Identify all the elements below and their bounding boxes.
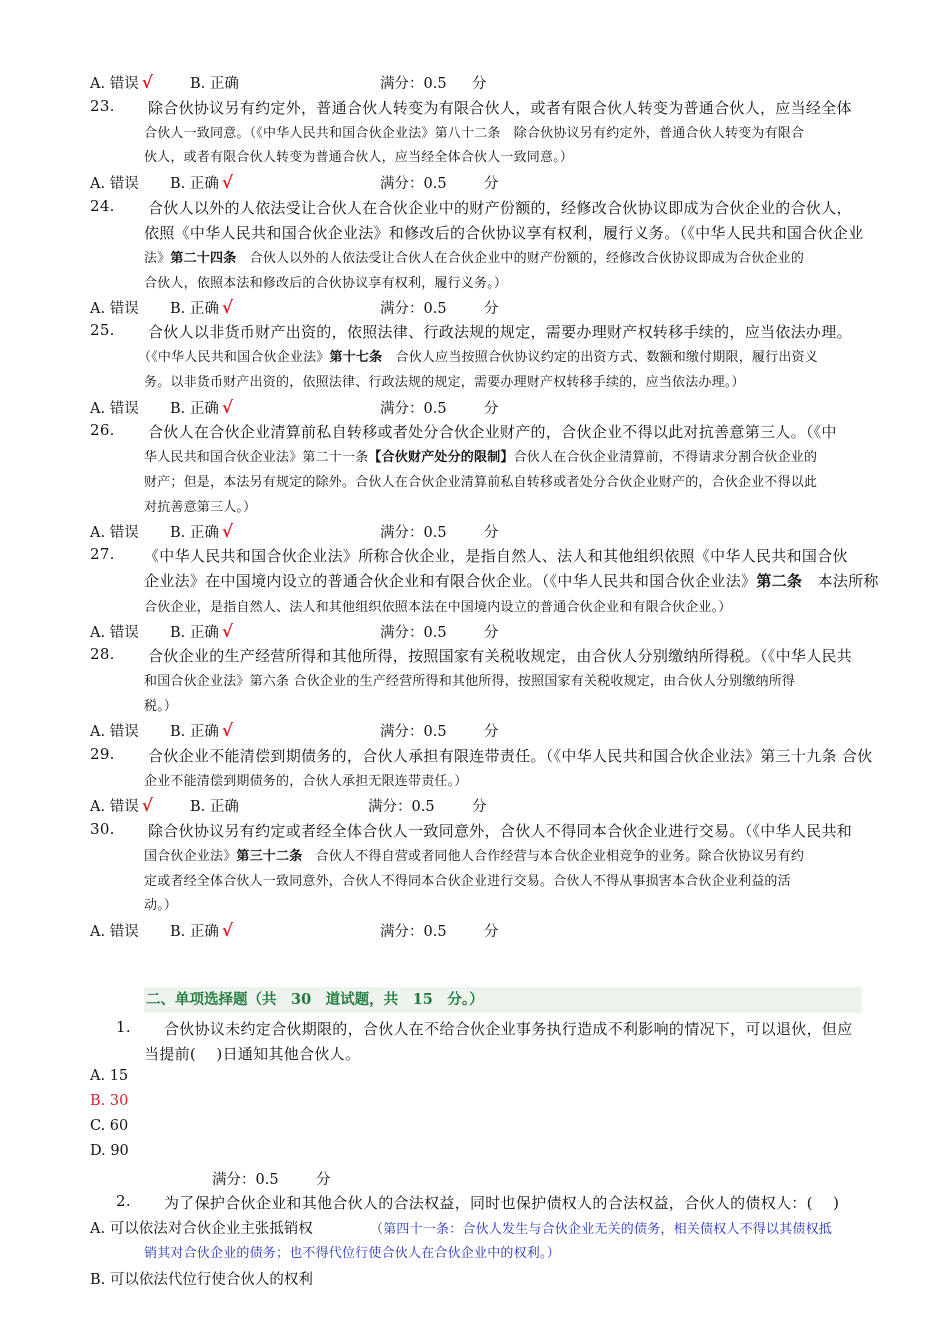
question-text: 依照《中华人民共和国合伙企业法》和修改后的合伙协议享有权利，履行义务。（《中华人民共和国合伙企业 (144, 224, 864, 242)
question-note: 企业不能清偿到期债务的，合伙人承担无限连带责任。） (144, 774, 468, 789)
question-note: 合伙企业，是指自然人、法人和其他组织依照本法在中国境内设立的普通合伙企业和有限合伙企业。） (144, 600, 732, 615)
option: A. 15 (90, 1068, 129, 1084)
question-number: 29. (90, 745, 115, 763)
question-note: 合伙人，依照本法和修改后的合伙协议享有权利，履行义务。） (144, 276, 508, 291)
question-text: 合伙企业不能清偿到期债务的，合伙人承担有限连带责任。（《中华人民共和国合伙企业法》第三十九条 合伙 (148, 747, 873, 765)
option-a: A. 错误 (90, 525, 139, 541)
question-text: 合伙协议未约定合伙期限的，合伙人在不给合伙企业事务执行造成不利影响的情况下，可以退伙，但应 (164, 1020, 853, 1038)
question-note: 财产；但是，本法另有规定的除外。合伙人在合伙企业清算前私自转移或者处分合伙企业财产的，合伙企业不得以此 (144, 475, 818, 490)
score-label: 满分：0.5 (380, 176, 447, 192)
option-a: A. 错误 (90, 401, 139, 417)
q25-option-b-row (170, 397, 233, 418)
option-b: B. 正确 (170, 525, 219, 541)
option-a: A. 错误 (90, 924, 139, 940)
score-label: 满分：0.5 (212, 1172, 279, 1188)
question-text: 合伙人以非货币财产出资的，依照法律、行政法规的规定，需要办理财产权转移手续的，应当依法办理。 (148, 323, 852, 341)
question-text: 企业法》在中国境内设立的普通合伙企业和有限合伙企业。（《中华人民共和国合伙企业法》第二条 本法所称 (144, 572, 879, 590)
option-a: A. 错误 (90, 724, 139, 740)
option-b: B. 正确 (170, 924, 219, 940)
check-icon: √ (221, 721, 234, 741)
option-a: A. 错误 (90, 76, 139, 92)
question-text: 除合伙协议另有约定外，普通合伙人转变为有限合伙人，或者有限合伙人转变为普通合伙人，应当经全体 (148, 99, 852, 117)
q28-option-b-row (170, 720, 233, 741)
check-icon: √ (221, 622, 234, 642)
question-note: 华人民共和国合伙企业法》第二十一条【合伙财产处分的限制】合伙人在合伙企业清算前，不得请求分割合伙企业的 (144, 450, 818, 465)
q30-option-b-row (170, 920, 233, 941)
score-unit: 分 (484, 176, 499, 192)
check-icon: √ (221, 173, 234, 193)
question-text: 当提前( )日通知其他合伙人。 (144, 1045, 361, 1063)
score-label: 满分：0.5 (380, 625, 447, 641)
q23-option-b-row (170, 172, 233, 193)
q27-option-b-row (170, 621, 233, 642)
question-text: 《中华人民共和国合伙企业法》所称合伙企业，是指自然人、法人和其他组织依照《中华人民共和国合伙 (144, 547, 848, 565)
option-b: B. 正确 (170, 301, 219, 317)
q24-option-b-row (170, 297, 233, 318)
check-icon: √ (221, 298, 234, 318)
score-label: 满分：0.5 (380, 301, 447, 317)
check-icon: √ (141, 73, 153, 93)
score-label: 满分：0.5 (380, 724, 447, 740)
option-correct: B. 30 (90, 1093, 129, 1109)
option-a: A. 错误 (90, 799, 139, 815)
score-unit: 分 (484, 924, 499, 940)
question-note: 务。以非货币财产出资的，依照法律、行政法规的规定，需要办理财产权转移手续的，应当依法办理。） (144, 375, 745, 390)
question-number: 24. (90, 197, 115, 215)
option: B. 可以依法代位行使合伙人的权利 (90, 1272, 313, 1288)
question-note: 动。） (144, 898, 178, 913)
score-unit: 分 (316, 1172, 331, 1188)
q26-option-b-row (170, 521, 233, 542)
option-b: B. 正确 (170, 625, 219, 641)
score-unit: 分 (484, 724, 499, 740)
question-text: 合伙人在合伙企业清算前私自转移或者处分合伙企业财产的，合伙企业不得以此对抗善意第三人。（《中 (148, 423, 837, 441)
option: A. 可以依法对合伙企业主张抵销权 (90, 1221, 313, 1237)
score-label: 满分：0.5 (368, 799, 435, 815)
question-number: 26. (90, 421, 115, 439)
question-number: 27. (90, 545, 115, 563)
section-heading: 二、单项选择题（共 30 道试题，共 15 分。） (144, 987, 862, 1013)
question-note: 国合伙企业法》第三十二条 合伙人不得自营或者同他人合作经营与本合伙企业相竞争的业务。除合伙协议另有约 (144, 849, 805, 864)
score-unit: 分 (484, 625, 499, 641)
option-a: A. 错误 (90, 176, 139, 192)
score-unit: 分 (484, 401, 499, 417)
check-icon: √ (221, 398, 234, 418)
score-unit: 分 (472, 799, 487, 815)
question-text: 除合伙协议另有约定或者经全体合伙人一致同意外，合伙人不得同本合伙企业进行交易。（《中华人民共和 (148, 822, 853, 840)
score-label: 满分：0.5 (380, 924, 447, 940)
question-text: 合伙企业的生产经营所得和其他所得，按照国家有关税收规定，由合伙人分别缴纳所得税。（《中华人民共 (148, 647, 853, 665)
q29-option-a-row (90, 795, 153, 816)
option-b: B. 正确 (170, 176, 219, 192)
check-icon: √ (221, 522, 234, 542)
question-note: 伙人，或者有限合伙人转变为普通合伙人，应当经全体合伙人一致同意。） (144, 150, 574, 165)
question-number: 1. (116, 1018, 131, 1036)
question-text: 合伙人以外的人依法受让合伙人在合伙企业中的财产份额的，经修改合伙协议即成为合伙企业的合伙人， (148, 199, 852, 217)
question-note: 法》第二十四条 合伙人以外的人依法受让合伙人在合伙企业中的财产份额的，经修改合伙协议即成为合伙企业的 (144, 251, 805, 266)
question-number: 30. (90, 820, 115, 838)
option-b: B. 正确 (170, 401, 219, 417)
score-label: 满分：0.5 (380, 76, 447, 92)
option-b: B. 正确 (190, 76, 239, 92)
option-a: A. 错误 (90, 301, 139, 317)
score-label: 满分：0.5 (380, 401, 447, 417)
score-unit: 分 (472, 76, 487, 92)
score-unit: 分 (484, 301, 499, 317)
option-note: （第四十一条：合伙人发生与合伙企业无关的债务，相关债权人不得以其债权抵 (370, 1222, 833, 1237)
question-number: 23. (90, 97, 115, 115)
option-note: 销其对合伙企业的债务；也不得代位行使合伙人在合伙企业中的权利。） (144, 1246, 560, 1261)
question-number: 25. (90, 321, 115, 339)
option-b: B. 正确 (170, 724, 219, 740)
question-number: 2. (116, 1192, 131, 1210)
question-note: 和国合伙企业法》第六条 合伙企业的生产经营所得和其他所得，按照国家有关税收规定，由合伙人分别缴纳所得 (144, 674, 796, 689)
question-text: 为了保护合伙企业和其他合伙人的合法权益，同时也保护债权人的合法权益，合伙人的债权人：( ) (164, 1194, 840, 1212)
question-note: （《中华人民共和国合伙企业法》第十七条 合伙人应当按照合伙协议约定的出资方式、数额和缴付期限，履行出资义 (138, 350, 818, 365)
question-note: 合伙人一致同意。（《中华人民共和国合伙企业法》第八十二条 除合伙协议另有约定外，普通合伙人转变为有限合 (144, 126, 805, 141)
q22-answer-row (90, 72, 153, 93)
option: D. 90 (90, 1143, 129, 1159)
question-number: 28. (90, 645, 115, 663)
check-icon: √ (221, 921, 234, 941)
score-unit: 分 (484, 525, 499, 541)
question-note: 定或者经全体合伙人一致同意外，合伙人不得同本合伙企业进行交易。合伙人不得从事损害本合伙企业利益的活 (144, 874, 791, 889)
score-label: 满分：0.5 (380, 525, 447, 541)
question-note: 税。） (144, 699, 178, 714)
question-note: 对抗善意第三人。） (144, 500, 257, 515)
option: C. 60 (90, 1118, 129, 1134)
option-a: A. 错误 (90, 625, 139, 641)
check-icon: √ (141, 796, 153, 816)
option-b: B. 正确 (190, 799, 239, 815)
